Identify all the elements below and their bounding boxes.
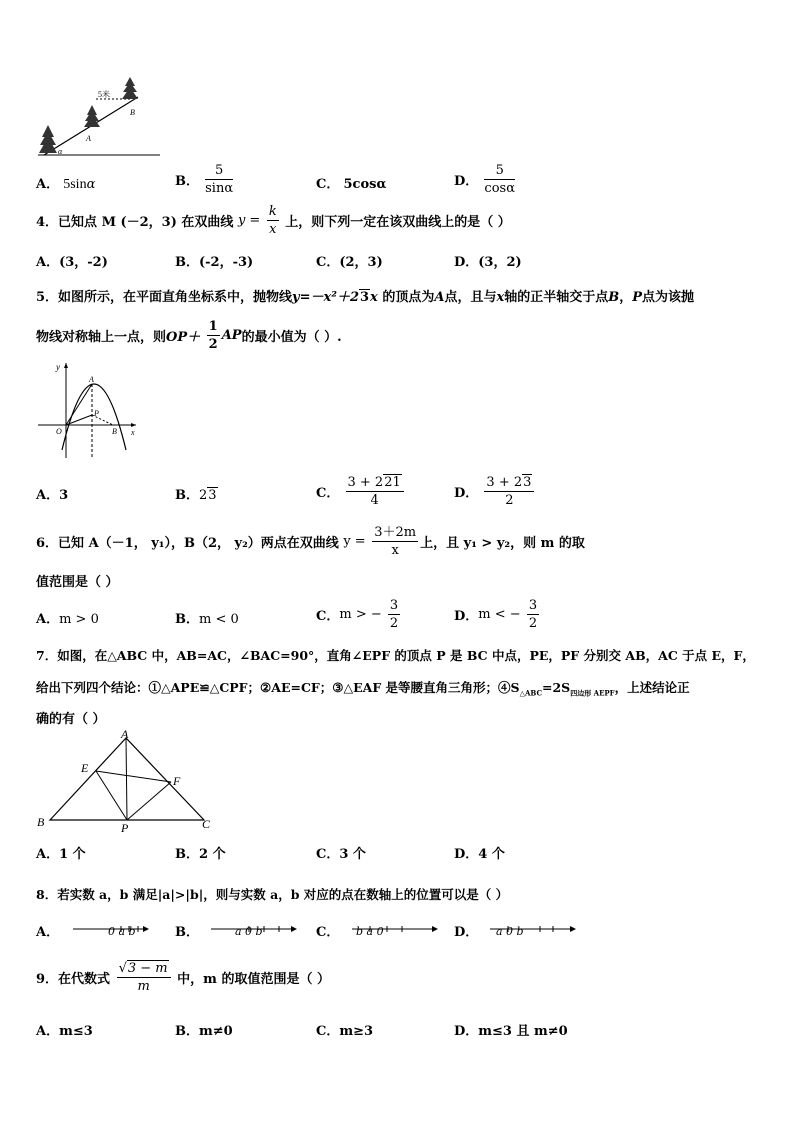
q9-option-a[interactable]: A．m≤3 [36,1024,93,1039]
q6-stem-line1: 6．已知 A（－1， y₁），B（2， y₂）两点在双曲线 y = $\frac{3+2m}{x}$ 上，且 y₁ > y₂，则 m 的取 [36,525,585,558]
q7-option-a[interactable]: A．1 个 [36,847,86,862]
q5-stem-line2: 物线对称轴上一点，则OP＋ $\frac{1}{2}$ AP的最小值为（ ）. [36,319,342,352]
q7-option-b[interactable]: B．2 个 [175,847,226,862]
svg-text:E: E [81,761,89,775]
tree-icon [122,77,138,99]
q6-option-a[interactable]: A．m > 0 [36,612,99,627]
q8-option-b[interactable]: B． a 0 b [175,921,299,943]
q3-option-c[interactable] [316,173,386,192]
tree-icon [84,105,100,127]
q7-stem-line2: 给出下列四个结论：①△APE≌△CPF；②AE=CF；③△EAF 是等腰直角三角形；$④S_{\triangle ABC}=2S_{四边形 AEPF}$，上述结论正 [36,680,690,698]
q5-option-c[interactable]: C． $\frac{3 + 221}{4}$ [316,474,406,509]
q5-option-d[interactable]: D． $\frac{3 + 23}{2}$ [454,474,536,509]
q3-option-d[interactable] [454,162,517,197]
q9-option-d[interactable]: D．m≤3 且 m≠0 [454,1024,568,1039]
option-letter: A． [36,177,60,192]
svg-text:A: A [121,728,129,741]
label-alpha: α [58,147,63,156]
parabola-figure [36,358,146,463]
q8-option-a[interactable]: A． 0 a b [36,921,151,943]
tree-icon [39,125,57,153]
svg-text:A: A [89,375,94,384]
q7-option-c[interactable]: C．3 个 [316,847,366,862]
q4-stem: 4．已知点 M (－2，3) 在双曲线 y = $\frac{k}{x}$ 上，则下列一定在该双曲线上的是（ ） [36,204,511,237]
fraction: $\frac{5}{\cos\alpha}$ [484,163,515,196]
q7-option-d[interactable]: D．4 个 [454,847,505,862]
q6-option-b[interactable]: B．m < 0 [175,612,239,627]
q4-option-b[interactable]: B．(-2，-3) [175,255,254,270]
q3-option-a[interactable] [36,173,95,193]
q5-stem-line1: 5．如图所示，在平面直角坐标系中，抛物线y=－x²＋23x 的顶点为A点，且与x轴的正半轴交于点B，P点为该抛 [36,290,695,305]
q8-option-d[interactable]: D． a 0 b [454,921,578,943]
option-letter: C． [316,177,340,192]
svg-text:B: B [112,427,117,436]
label-A: A [86,134,91,143]
q3-option-b[interactable] [175,162,235,197]
svg-text:P: P [121,821,129,834]
option-letter: D． [454,174,479,189]
q5-option-a[interactable]: A．3 [36,488,69,503]
svg-text:O: O [56,427,62,436]
slope-figure [34,75,164,160]
q4-option-d[interactable]: D．(3，2) [454,255,522,270]
label-B: B [130,108,135,117]
svg-text:B: B [37,815,45,829]
q6-stem-line2: 值范围是（ ） [36,575,119,590]
q9-stem: 9．在代数式 $\frac{√3 - m}{m}$ 中，m 的取值范围是（ ） [36,961,330,994]
option-letter: B． [175,174,199,189]
option-text: 5sin [63,177,87,192]
svg-text:x: x [131,428,135,437]
q4-option-a[interactable]: A．(3，-2) [36,255,108,270]
svg-text:C: C [202,817,211,831]
q8-option-c[interactable]: C． b a 0 [316,921,440,943]
q7-stem-line3: 确的有（ ） [36,712,106,727]
label-5m: 5米 [98,90,110,99]
q5-option-b[interactable]: B．23 [175,488,217,503]
option-text: 5cosα [343,177,387,192]
q6-option-c[interactable]: C．m > − $\frac{3}{2}$ [316,598,399,631]
fraction: $\frac{5}{\sin\alpha}$ [205,163,234,196]
svg-text:P: P [94,409,99,418]
svg-text:F: F [173,774,181,788]
q4-option-c[interactable]: C．(2，3) [316,255,383,270]
q9-option-c[interactable]: C．m≥3 [316,1024,374,1039]
q9-option-b[interactable]: B．m≠0 [175,1024,233,1039]
svg-text:y: y [56,362,60,372]
q6-option-d[interactable]: D．m < − $\frac{3}{2}$ [454,598,538,631]
option-symbol: α [86,177,96,192]
triangle-figure [34,728,214,834]
q7-stem-line1: 7．如图，在△ABC 中，AB=AC，∠BAC=90°，直角∠EPF 的顶点 P 是 BC 中点，PE，PF 分别交 AB，AC 于点 E，F， [36,648,755,663]
q8-stem: 8．若实数 a，b 满足|a|>|b|，则与实数 a，b 对应的点在数轴上的位置可以是（ ） [36,887,509,902]
